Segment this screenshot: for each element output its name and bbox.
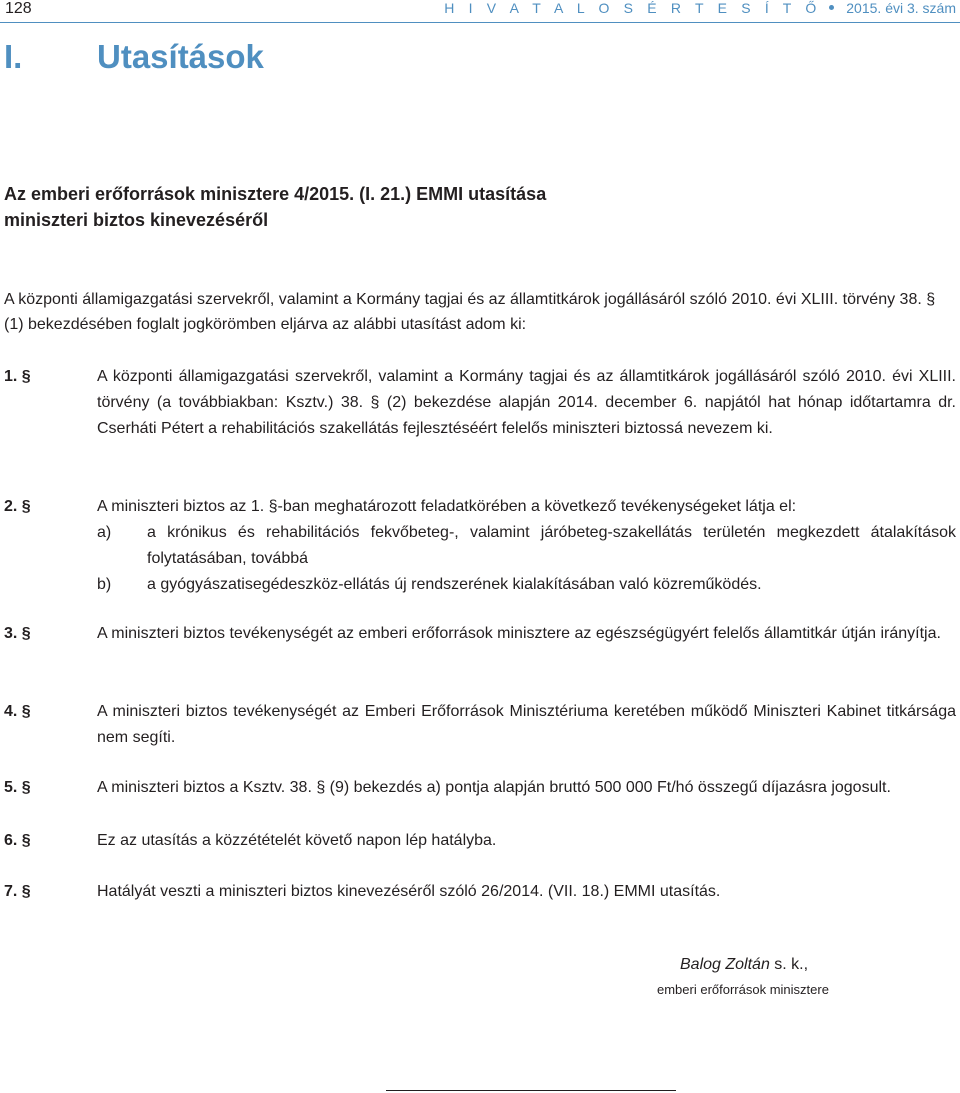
paragraph-text: Ez az utasítás a közzétételét követő napon lép hatályba.: [97, 832, 497, 849]
paragraph-4: [4, 699, 956, 751]
paragraph-2: [4, 494, 956, 598]
paragraph-1: [4, 364, 956, 442]
publication-name: H I V A T A L O S É R T E S Í T Ő: [444, 0, 822, 16]
paragraph-number: 4. §: [4, 703, 31, 720]
signature-suffix: s. k.,: [769, 956, 809, 973]
list-item-label: b): [97, 576, 112, 593]
signer-role: emberi erőforrások minisztere: [657, 982, 829, 997]
paragraph-number: 7. §: [4, 883, 31, 900]
paragraph-text: A miniszteri biztos tevékenységét az Emberi Erőforrások Minisztériuma keretében működő Miniszteri Kabinet titkársága nem segíti.: [97, 703, 956, 746]
footer-rule: [386, 1090, 676, 1091]
preamble: A központi államigazgatási szervekről, valamint a Kormány tagjai és az államtitkárok jogállásáról szóló 2010. évi XLIII. törvény 38. § (1) bekezdésében foglalt jogkörömben eljárva az alábbi utasítást adom ki:: [4, 291, 936, 333]
document-title-line1: Az emberi erőforrások minisztere 4/2015. (I. 21.) EMMI utasítása: [4, 184, 547, 204]
paragraph-6: [4, 828, 956, 854]
page-number: 128: [5, 0, 32, 17]
paragraph-number: 2. §: [4, 498, 31, 515]
bullet-dot-icon: [829, 5, 834, 10]
signer-name: Balog Zoltán: [680, 956, 770, 973]
publication-info: [444, 0, 956, 16]
section-number: I.: [4, 38, 23, 75]
paragraph-text: Hatályát veszti a miniszteri biztos kinevezéséről szóló 26/2014. (VII. 18.) EMMI utasítás.: [97, 883, 721, 900]
paragraph-number: 5. §: [4, 779, 31, 796]
paragraph-3: [4, 621, 956, 647]
list-item-b: [4, 572, 956, 598]
paragraph-text: A miniszteri biztos tevékenységét az emberi erőforrások minisztere az egészségügyért felelős államtitkár útján irányítja.: [97, 625, 941, 642]
paragraph-7: [4, 879, 956, 905]
document-title: [4, 181, 546, 233]
signature-name: [680, 956, 808, 974]
list-item-text: a krónikus és rehabilitációs fekvőbeteg-, valamint járóbeteg-szakellátás területén megkezdett átalakítások folytatásában, továbbá: [147, 524, 956, 567]
paragraph-text: A miniszteri biztos a Ksztv. 38. § (9) bekezdés a) pontja alapján bruttó 500 000 Ft/hó összegű díjazásra jogosult.: [97, 779, 891, 796]
paragraph-text: A központi államigazgatási szervekről, valamint a Kormány tagjai és az államtitkárok jogállásáról szóló 2010. évi XLIII. törvény (a továbbiakban: Ksztv.) 38. § (2) bekezdése alapján 2014. december 6. napjától hat hónap időtartamra dr. Cserháti Pétert a rehabilitációs szakellátás fejlesztéséért felelős miniszteri biztossá nevezem ki.: [97, 368, 956, 437]
list-item-text: a gyógyászatisegédeszköz-ellátás új rendszerének kialakításában való közreműködés.: [147, 576, 762, 593]
header-divider: [0, 22, 960, 23]
paragraph-5: [4, 775, 956, 801]
paragraph-text: A miniszteri biztos az 1. §-ban meghatározott feladatkörében a következő tevékenységeket látja el:: [97, 498, 797, 515]
paragraph-number: 6. §: [4, 832, 31, 849]
section-title: Utasítások: [97, 38, 264, 75]
paragraph-number: 1. §: [4, 368, 31, 385]
issue-label: 2015. évi 3. szám: [846, 0, 956, 16]
list-item-a: [4, 520, 956, 572]
list-item-label: a): [97, 524, 112, 541]
paragraph-number: 3. §: [4, 625, 31, 642]
document-title-line2: miniszteri biztos kinevezéséről: [4, 210, 269, 230]
